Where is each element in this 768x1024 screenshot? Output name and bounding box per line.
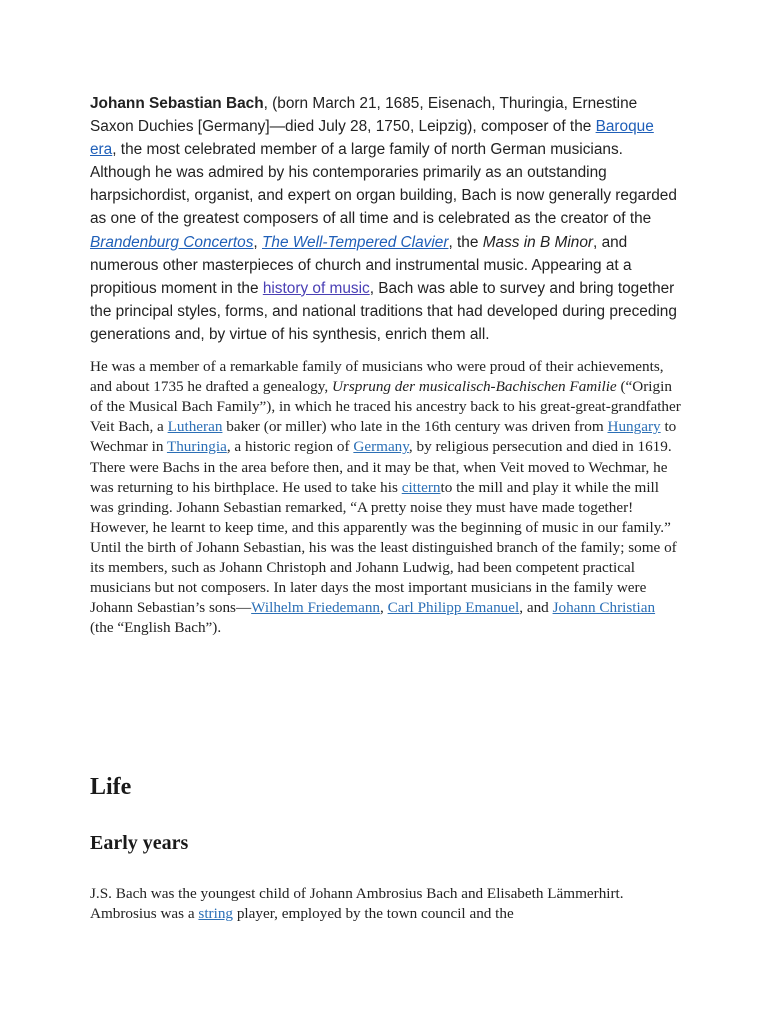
article-body [90, 92, 682, 923]
mass-title: Mass in B Minor [482, 233, 594, 251]
link-wilhelm-friedemann[interactable]: Wilhelm Friedemann [251, 599, 381, 617]
link-germany[interactable]: Germany [353, 438, 409, 456]
link-brandenburg-concertos[interactable]: Brandenburg Concertos [90, 233, 254, 251]
link-lutheran[interactable]: Lutheran [167, 418, 223, 436]
heading-early-years: Early years [90, 832, 189, 854]
link-history-of-music[interactable]: history of music [262, 279, 370, 297]
family-paragraph: He was a member of a remarkable family of musicians who were proud of their achievements, and about 1735 he drafted a genealogy, Ursprung der musicalisch-Bachischen Familie (“Origin of the Musical Bach Family”), in which he traced his ancestry back to his great-great-grandfather Veit Bach, a Lutheran baker (or miller) who late in the 16th century was driven from Hungary to Wechmar in Thuringia, a historic region of Germany, by religious persecution and died in 1619. There were Bachs in the area before then, and it may be that, when Veit moved to Wechmar, he was returning to his birthplace. He used to take his citternto the mill and play it while the mill was grinding. Johann Sebastian remarked, “A pretty noise they must have made together! However, he learnt to keep time, and this apparently was the beginning of music in our family.” Until the birth of Johann Sebastian, his was the least distinguished branch of the family; some of its members, such as Johann Christoph and Johann Ludwig, had been competent practical musicians but not composers. In later days the most important musicians in the family were Johann Sebastian’s sons—Wilhelm Friedemann, Carl Philipp Emanuel, and Johann Christian (the “English Bach”). [90, 358, 681, 637]
link-well-tempered-clavier[interactable]: The Well-Tempered Clavier [261, 233, 449, 251]
link-carl-philipp-emanuel[interactable]: Carl Philipp Emanuel [387, 599, 520, 617]
link-string[interactable]: string [198, 905, 234, 923]
intro-paragraph: Johann Sebastian Bach, (born March 21, 1685, Eisenach, Thuringia, Ernestine Saxon Duchies [Germany]—died July 28, 1750, Leipzig), composer of the Baroque era, the most celebrated member of a large family of north German musicians. Although he was admired by his contemporaries primarily as an outstanding harpsichordist, organist, and expert on organ building, Bach is now generally regarded as one of the greatest composers of all time and is celebrated as the creator of the Brandenburg Concertos, The Well-Tempered Clavier, the Mass in B Minor, and numerous other masterpieces of church and instrumental music. Appearing at a propitious moment in the history of music, Bach was able to survey and bring together the principal styles, forms, and national traditions that had developed during preceding generations and, by virtue of his synthesis, enrich them all. [90, 95, 677, 343]
link-baroque-era[interactable]: Baroque era [90, 118, 654, 159]
link-cittern[interactable]: cittern [401, 478, 441, 496]
genealogy-title: Ursprung der musicalisch-Bachischen Familie [331, 378, 617, 396]
subject-name: Johann Sebastian Bach [90, 95, 264, 112]
heading-life: Life [90, 774, 132, 800]
link-thuringia[interactable]: Thuringia [166, 438, 227, 456]
early-years-paragraph: J.S. Bach was the youngest child of Johann Ambrosius Bach and Elisabeth Lämmerhirt. Ambrosius was a string player, employed by the town council and the [90, 885, 624, 923]
link-johann-christian[interactable]: Johann Christian [552, 599, 656, 617]
link-hungary[interactable]: Hungary [607, 418, 661, 436]
